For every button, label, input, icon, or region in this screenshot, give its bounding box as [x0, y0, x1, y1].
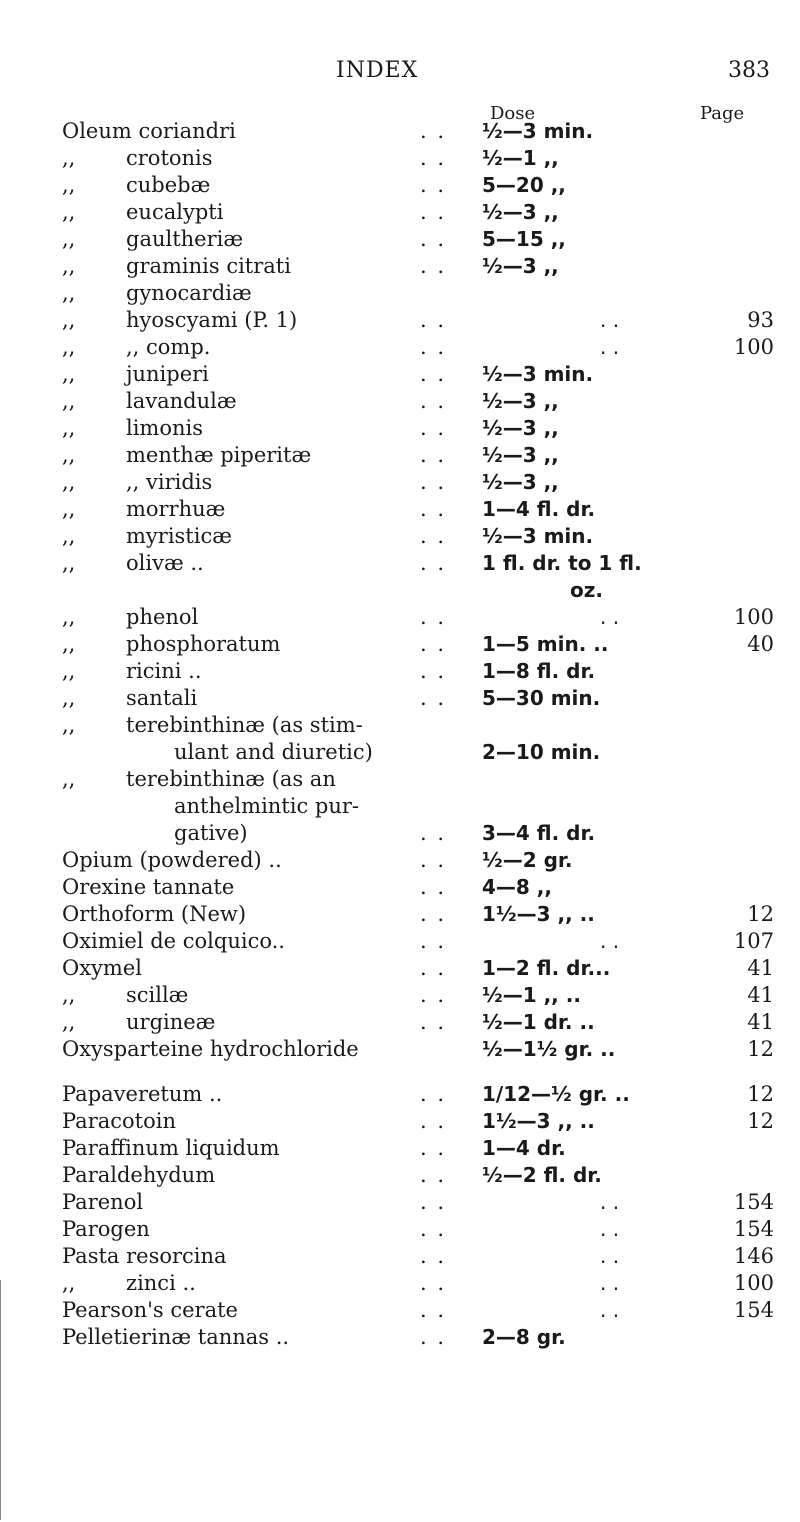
- ditto-mark: ,,: [62, 389, 76, 413]
- entry-name: juniperi: [126, 362, 209, 386]
- leader-dots: . .: [420, 605, 447, 629]
- entry-dose: ½—1 ,,: [482, 146, 559, 170]
- entry-dose: . .: [600, 1217, 620, 1241]
- entry-name: gaultheriæ: [126, 227, 244, 251]
- entry-dose: ½—3 ,,: [482, 416, 559, 440]
- ditto-mark: ,,: [62, 416, 76, 440]
- entry-name: urgineæ: [126, 1010, 216, 1034]
- entry-dose: . .: [600, 1190, 620, 1214]
- entry-name: Oxymel: [62, 956, 142, 980]
- index-entry: [0, 928, 800, 955]
- entry-name: Oleum coriandri: [62, 119, 236, 143]
- index-entry: [0, 523, 800, 550]
- ditto-mark: ,,: [62, 1271, 76, 1295]
- dose-column-heading: Dose: [490, 103, 536, 124]
- index-entry: [0, 469, 800, 496]
- leader-dots: . .: [420, 389, 447, 413]
- leader-dots: . .: [420, 1163, 447, 1187]
- entry-dose: ½—1 ,, ..: [482, 983, 581, 1007]
- entry-name: phenol: [126, 605, 199, 629]
- entry-dose: ½—3 ,,: [482, 470, 559, 494]
- leader-dots: . .: [420, 983, 447, 1007]
- ditto-mark: ,,: [62, 767, 76, 791]
- ditto-mark: ,,: [62, 605, 76, 629]
- ditto-mark: ,,: [62, 308, 76, 332]
- entry-name: terebinthinæ (as an: [126, 767, 336, 791]
- leader-dots: . .: [420, 659, 447, 683]
- entry-page: 93: [747, 308, 774, 332]
- index-entry: [0, 1216, 800, 1243]
- leader-dots: . .: [420, 1109, 447, 1133]
- ditto-mark: ,,: [62, 686, 76, 710]
- index-entry: [0, 1297, 800, 1324]
- leader-dots: . .: [420, 200, 447, 224]
- index-entry: [0, 253, 800, 280]
- entry-dose: 2—8 gr.: [482, 1325, 566, 1349]
- entry-dose: . .: [600, 1271, 620, 1295]
- entry-name: crotonis: [126, 146, 213, 170]
- ditto-mark: ,,: [62, 551, 76, 575]
- ditto-mark: ,,: [62, 659, 76, 683]
- entry-name: ricini ..: [126, 659, 202, 683]
- entry-dose-continued: oz.: [570, 578, 603, 602]
- entry-dose: 5—20 ,,: [482, 173, 566, 197]
- leader-dots: . .: [420, 1190, 447, 1214]
- page-number: 383: [728, 58, 770, 83]
- entry-dose: 3—4 fl. dr.: [482, 821, 596, 845]
- entry-name: graminis citrati: [126, 254, 291, 278]
- leader-dots: . .: [420, 524, 447, 548]
- leader-dots: . .: [420, 686, 447, 710]
- entry-name: myristicæ: [126, 524, 232, 548]
- entry-dose: . .: [600, 1298, 620, 1322]
- entry-page: 100: [733, 1271, 774, 1295]
- entry-dose: 4—8 ,,: [482, 875, 552, 899]
- entry-dose: 5—15 ,,: [482, 227, 566, 251]
- index-entry: [0, 307, 800, 334]
- ditto-mark: ,,: [62, 632, 76, 656]
- leader-dots: . .: [420, 308, 447, 332]
- entry-dose: 1—8 fl. dr.: [482, 659, 596, 683]
- entry-name: eucalypti: [126, 200, 224, 224]
- entry-page: 41: [747, 983, 774, 1007]
- index-entry: [0, 172, 800, 199]
- entry-page: 100: [733, 605, 774, 629]
- index-list: [0, 118, 800, 1351]
- ditto-mark: ,,: [62, 713, 76, 737]
- entry-name: Opium (powdered) ..: [62, 848, 282, 872]
- leader-dots: . .: [420, 902, 447, 926]
- entry-page: 12: [747, 1109, 774, 1133]
- index-entry: [0, 1108, 800, 1135]
- index-entry: [0, 1189, 800, 1216]
- entry-name: limonis: [126, 416, 204, 440]
- ditto-mark: ,,: [62, 362, 76, 386]
- entry-name: Oximiel de colquico..: [62, 929, 285, 953]
- ditto-mark: ,,: [62, 281, 76, 305]
- ditto-mark: ,,: [62, 983, 76, 1007]
- entry-dose: 5—30 min.: [482, 686, 601, 710]
- entry-page: 40: [747, 632, 774, 656]
- entry-dose: . .: [600, 605, 620, 629]
- leader-dots: . .: [420, 227, 447, 251]
- ditto-mark: ,,: [62, 497, 76, 521]
- entry-dose: ½—2 fl. dr.: [482, 1163, 602, 1187]
- ditto-mark: ,,: [62, 1010, 76, 1034]
- leader-dots: . .: [420, 1271, 447, 1295]
- ditto-mark: ,,: [62, 524, 76, 548]
- entry-name: lavandulæ: [126, 389, 237, 413]
- entry-dose: ½—1½ gr. ..: [482, 1037, 616, 1061]
- entry-page: 12: [747, 1082, 774, 1106]
- entry-dose: 2—10 min.: [482, 740, 601, 764]
- leader-dots: . .: [420, 443, 447, 467]
- index-entry: [0, 334, 800, 361]
- entry-dose: . .: [600, 308, 620, 332]
- entry-name: santali: [126, 686, 198, 710]
- entry-dose: ½—1 dr. ..: [482, 1010, 595, 1034]
- leader-dots: . .: [420, 848, 447, 872]
- entry-page: 41: [747, 956, 774, 980]
- leader-dots: . .: [420, 1298, 447, 1322]
- entry-dose: ½—3 ,,: [482, 254, 559, 278]
- leader-dots: . .: [420, 1136, 447, 1160]
- index-entry: [0, 712, 800, 766]
- index-entry: [0, 226, 800, 253]
- entry-dose: . .: [600, 929, 620, 953]
- entry-name: Pasta resorcina: [62, 1244, 227, 1268]
- leader-dots: . .: [420, 1244, 447, 1268]
- entry-page: 41: [747, 1010, 774, 1034]
- leader-dots: . .: [420, 119, 447, 143]
- leader-dots: . .: [420, 551, 447, 575]
- index-entry: [0, 388, 800, 415]
- ditto-mark: ,,: [62, 470, 76, 494]
- index-entry: [0, 1036, 800, 1063]
- leader-dots: . .: [420, 821, 447, 845]
- entry-name: Pelletierinæ tannas ..: [62, 1325, 290, 1349]
- section-gap: [0, 1063, 800, 1081]
- index-entry: [0, 361, 800, 388]
- entry-dose: 1 fl. dr. to 1 fl.: [482, 551, 642, 575]
- entry-name: gynocardiæ: [126, 281, 252, 305]
- entry-name: hyoscyami (P. 1): [126, 308, 298, 332]
- page-header: [0, 58, 800, 88]
- entry-dose: ½—3 ,,: [482, 443, 559, 467]
- entry-name-continued: anthelmintic pur-: [174, 794, 360, 818]
- leader-dots: . .: [420, 632, 447, 656]
- entry-name: Paraffinum liquidum: [62, 1136, 280, 1160]
- entry-name: Orexine tannate: [62, 875, 235, 899]
- index-entry: [0, 1270, 800, 1297]
- entry-dose: ½—3 min.: [482, 119, 594, 143]
- entry-page: 154: [733, 1190, 774, 1214]
- entry-name: Paracotoin: [62, 1109, 176, 1133]
- leader-dots: . .: [420, 362, 447, 386]
- index-entry: [0, 901, 800, 928]
- entry-name: Oxysparteine hydrochloride: [62, 1037, 359, 1061]
- leader-dots: . .: [420, 497, 447, 521]
- index-entry: [0, 1162, 800, 1189]
- index-entry: [0, 685, 800, 712]
- entry-dose: . .: [600, 335, 620, 359]
- entry-dose: . .: [600, 1244, 620, 1268]
- entry-name: scillæ: [126, 983, 189, 1007]
- index-entry: [0, 118, 800, 145]
- index-entry: [0, 145, 800, 172]
- index-entry: [0, 1243, 800, 1270]
- leader-dots: . .: [420, 956, 447, 980]
- entry-dose: ½—3 min.: [482, 524, 594, 548]
- entry-name: Parogen: [62, 1217, 150, 1241]
- entry-page: 12: [747, 1037, 774, 1061]
- leader-dots: . .: [420, 173, 447, 197]
- entry-dose: ½—2 gr.: [482, 848, 573, 872]
- entry-name: Parenol: [62, 1190, 144, 1214]
- entry-name: menthæ piperitæ: [126, 443, 312, 467]
- index-entry: [0, 631, 800, 658]
- entry-dose: ½—3 min.: [482, 362, 594, 386]
- page-column-heading: Page: [700, 103, 745, 124]
- entry-dose: 1/12—½ gr. ..: [482, 1082, 630, 1106]
- entry-dose: 1—5 min. ..: [482, 632, 609, 656]
- leader-dots: . .: [420, 1217, 447, 1241]
- entry-name: Paraldehydum: [62, 1163, 216, 1187]
- leader-dots: . .: [420, 470, 447, 494]
- leader-dots: . .: [420, 146, 447, 170]
- leader-dots: . .: [420, 1010, 447, 1034]
- leader-dots: . .: [420, 1325, 447, 1349]
- ditto-mark: ,,: [62, 443, 76, 467]
- index-entry: [0, 1324, 800, 1351]
- index-entry: [0, 442, 800, 469]
- entry-name: Pearson's cerate: [62, 1298, 238, 1322]
- entry-name: zinci ..: [126, 1271, 196, 1295]
- entry-dose: ½—3 ,,: [482, 389, 559, 413]
- entry-page: 154: [733, 1217, 774, 1241]
- index-entry: [0, 496, 800, 523]
- entry-name: cubebæ: [126, 173, 211, 197]
- index-entry: [0, 874, 800, 901]
- index-entry: [0, 1135, 800, 1162]
- ditto-mark: ,,: [62, 200, 76, 224]
- ditto-mark: ,,: [62, 146, 76, 170]
- index-entry: [0, 766, 800, 847]
- entry-dose: 1—4 fl. dr.: [482, 497, 596, 521]
- ditto-mark: ,,: [62, 227, 76, 251]
- index-entry: [0, 604, 800, 631]
- leader-dots: . .: [420, 1082, 447, 1106]
- index-entry: [0, 550, 800, 604]
- entry-dose: 1½—3 ,, ..: [482, 1109, 595, 1133]
- entry-name-continued: ulant and diuretic): [174, 740, 373, 764]
- entry-name: ,, viridis: [126, 470, 213, 494]
- index-entry: [0, 280, 800, 307]
- entry-page: 100: [733, 335, 774, 359]
- index-entry: [0, 199, 800, 226]
- running-title: INDEX: [336, 58, 419, 83]
- index-entry: [0, 982, 800, 1009]
- ditto-mark: ,,: [62, 335, 76, 359]
- leader-dots: . .: [420, 875, 447, 899]
- index-entry: [0, 847, 800, 874]
- entry-name: morrhuæ: [126, 497, 226, 521]
- entry-name: Orthoform (New): [62, 902, 247, 926]
- entry-name-continued: gative): [174, 821, 248, 845]
- entry-page: 12: [747, 902, 774, 926]
- leader-dots: . .: [420, 335, 447, 359]
- ditto-mark: ,,: [62, 254, 76, 278]
- entry-name: Papaveretum ..: [62, 1082, 223, 1106]
- entry-name: olivæ ..: [126, 551, 204, 575]
- index-entry: [0, 955, 800, 982]
- entry-page: 154: [733, 1298, 774, 1322]
- leader-dots: . .: [420, 416, 447, 440]
- leader-dots: . .: [420, 929, 447, 953]
- index-entry: [0, 1081, 800, 1108]
- index-entry: [0, 1009, 800, 1036]
- entry-name: terebinthinæ (as stim-: [126, 713, 363, 737]
- entry-page: 107: [733, 929, 774, 953]
- entry-dose: 1—2 fl. dr...: [482, 956, 611, 980]
- ditto-mark: ,,: [62, 173, 76, 197]
- entry-dose: 1½—3 ,, ..: [482, 902, 595, 926]
- entry-dose: 1—4 dr.: [482, 1136, 566, 1160]
- page-edge-line: [0, 1280, 1, 1520]
- entry-dose: ½—3 ,,: [482, 200, 559, 224]
- entry-page: 146: [733, 1244, 774, 1268]
- index-entry: [0, 658, 800, 685]
- entry-name: phosphoratum: [126, 632, 281, 656]
- index-entry: [0, 415, 800, 442]
- entry-name: ,, comp.: [126, 335, 211, 359]
- leader-dots: . .: [420, 254, 447, 278]
